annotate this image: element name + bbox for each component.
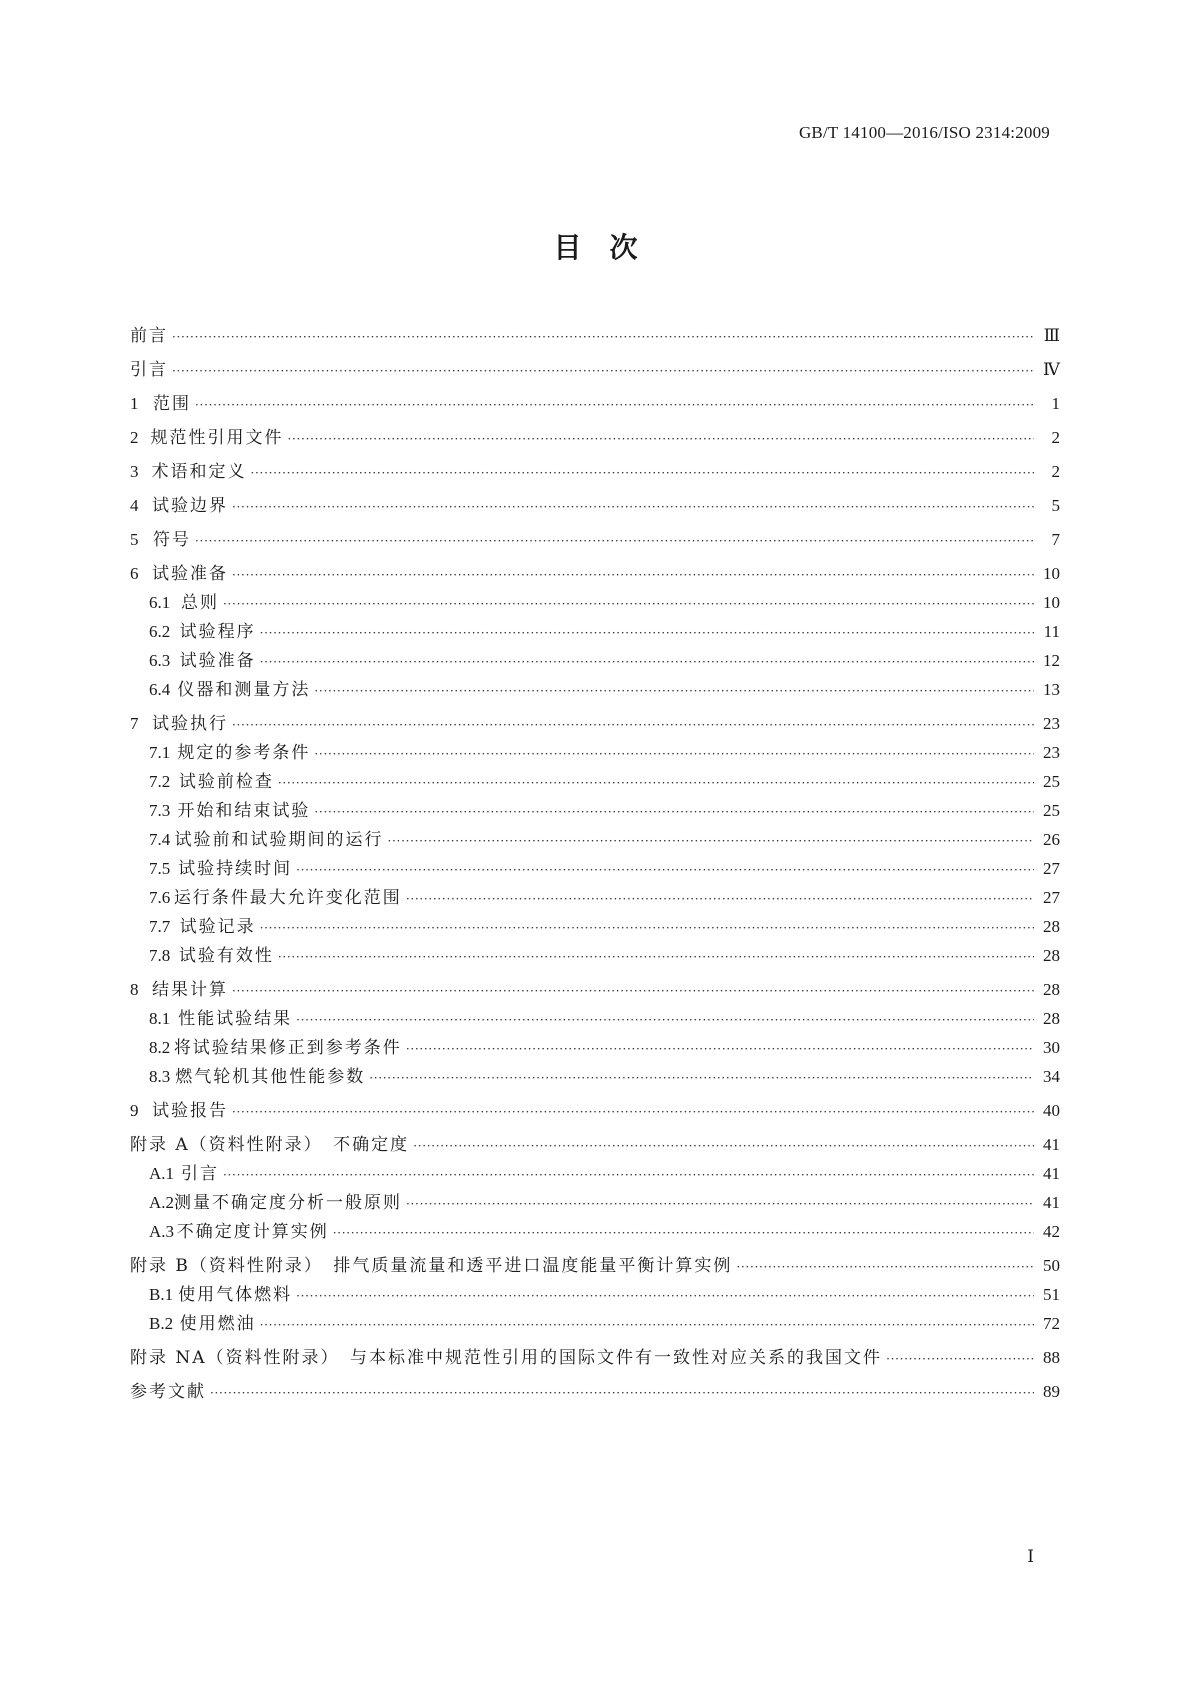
toc-entry-label: 试验记录 (179, 917, 256, 937)
toc-entry[interactable] (149, 593, 1060, 614)
toc-entry-number: A.1 (149, 1164, 175, 1183)
toc-entry[interactable] (130, 1256, 1060, 1277)
toc-leader-dots (260, 623, 1034, 643)
toc-entry[interactable] (130, 1135, 1060, 1156)
toc-entry-page: 41 (1043, 1193, 1060, 1212)
toc-entry-page: 34 (1043, 1067, 1060, 1086)
toc-leader-dots (369, 1068, 1034, 1088)
toc-entry-page: 41 (1043, 1164, 1060, 1183)
toc-entry-page: 7 (1051, 530, 1060, 549)
toc-entry-label: 规范性引用文件 (150, 428, 284, 448)
toc-entry-number: 7.4 (149, 830, 171, 849)
toc-entry-number: 8 (130, 980, 139, 999)
toc-leader-dots (314, 681, 1034, 701)
toc-entry-label: 仪器和测量方法 (177, 680, 311, 700)
toc-entry-label: 性能试验结果 (178, 1009, 293, 1029)
toc-entry-number: 7.6 (149, 888, 171, 907)
toc-entry-label: 试验有效性 (178, 946, 274, 966)
toc-entry-number: 6 (130, 564, 139, 583)
toc-entry-number: A.2 (149, 1193, 175, 1212)
toc-entry-page: 23 (1043, 714, 1060, 733)
toc-entry-number: 1 (130, 394, 139, 413)
toc-entry[interactable] (130, 1101, 1060, 1122)
toc-leader-dots (296, 1010, 1034, 1030)
toc-entry[interactable] (149, 1222, 1060, 1243)
toc-entry[interactable] (130, 496, 1060, 517)
toc-entry-page: 51 (1043, 1285, 1060, 1304)
toc-entry-label: 试验程序 (179, 622, 256, 642)
toc-entry-page: 40 (1043, 1101, 1060, 1120)
toc-leader-dots (260, 1315, 1034, 1335)
toc-entry[interactable] (149, 830, 1060, 851)
toc-entry[interactable] (149, 917, 1060, 938)
toc-entry[interactable] (130, 530, 1060, 551)
toc-entry[interactable] (149, 1038, 1060, 1059)
toc-entry-label: 试验边界 (152, 496, 229, 516)
toc-entry-label: 运行条件最大允许变化范围 (173, 888, 402, 908)
toc-entry-label: 测量不确定度分析一般原则 (174, 1193, 403, 1213)
toc-leader-dots (333, 1223, 1034, 1243)
toc-entry-label: 结果计算 (152, 980, 229, 1000)
toc-entry-label: 前言 (130, 326, 168, 346)
toc-entry-page: 11 (1043, 622, 1060, 641)
toc-entry[interactable] (130, 326, 1060, 347)
toc-entry-page: Ⅳ (1043, 360, 1060, 379)
toc-leader-dots (251, 463, 1034, 483)
toc-entry[interactable] (149, 1164, 1060, 1185)
toc-entry-page: Ⅲ (1043, 326, 1060, 345)
toc-entry-page: 1 (1051, 394, 1060, 413)
toc-entry-number: 4 (130, 496, 139, 515)
toc-entry-number: 7.5 (149, 859, 171, 878)
toc-entry-label: 使用气体燃料 (178, 1285, 293, 1305)
toc-leader-dots (223, 1165, 1034, 1185)
toc-entry[interactable] (149, 651, 1060, 672)
toc-entry-label: 引言 (181, 1164, 220, 1184)
toc-entry[interactable] (130, 1382, 1060, 1403)
toc-entry-label: 试验前检查 (178, 772, 274, 792)
toc-entry[interactable] (149, 680, 1060, 701)
toc-entry-number: 6.4 (149, 680, 171, 699)
toc-entry[interactable] (149, 1067, 1060, 1088)
toc-entry-label: 试验执行 (152, 714, 229, 734)
toc-entry-label: 不确定度计算实例 (176, 1222, 329, 1242)
toc-entry[interactable] (149, 622, 1060, 643)
toc-entry-number: 8.3 (149, 1067, 171, 1086)
toc-entry-label: 试验前和试验期间的运行 (174, 830, 384, 850)
toc-entry-page: 42 (1043, 1222, 1060, 1241)
toc-entry[interactable] (130, 564, 1060, 585)
toc-leader-dots (172, 327, 1034, 347)
toc-entry-label: 术语和定义 (151, 462, 247, 482)
toc-leader-dots (288, 429, 1034, 449)
toc-entry-page: 27 (1043, 888, 1060, 907)
toc-entry-page: 25 (1043, 801, 1060, 820)
toc-entry-page: 12 (1043, 651, 1060, 670)
toc-entry-page: 23 (1043, 743, 1060, 762)
toc-entry-number: 7 (130, 714, 139, 733)
page-title: 目 次 (553, 231, 638, 264)
toc-leader-dots (195, 531, 1034, 551)
toc-leader-dots (314, 744, 1034, 764)
toc-entry[interactable] (130, 462, 1060, 483)
toc-leader-dots (278, 947, 1034, 967)
toc-leader-dots (195, 395, 1034, 415)
toc-entry-number: 7.1 (149, 743, 171, 762)
toc-entry-page: 30 (1043, 1038, 1060, 1057)
toc-leader-dots (406, 1194, 1034, 1214)
toc-entry[interactable] (149, 946, 1060, 967)
toc-leader-dots (260, 918, 1034, 938)
toc-entry-page: 2 (1051, 428, 1060, 447)
toc-leader-dots (172, 361, 1034, 381)
toc-entry-number: 8.1 (149, 1009, 171, 1028)
toc-entry[interactable] (149, 1193, 1060, 1214)
toc-entry-page: 28 (1043, 946, 1060, 965)
toc-entry-page: 5 (1051, 496, 1060, 515)
toc-leader-dots (406, 889, 1034, 909)
toc-entry-label: 附录 B（资料性附录） 排气质量流量和透平进口温度能量平衡计算实例 (130, 1256, 733, 1276)
toc-entry-label: 参考文献 (130, 1382, 206, 1402)
toc-leader-dots (314, 802, 1034, 822)
toc-entry-page: 13 (1043, 680, 1060, 699)
toc-entry-label: 开始和结束试验 (177, 801, 311, 821)
toc-entry[interactable] (149, 888, 1060, 909)
toc-entry-number: 5 (130, 530, 139, 549)
toc-entry[interactable] (130, 714, 1060, 735)
toc-entry-label: 规定的参考条件 (177, 743, 311, 763)
toc-leader-dots (413, 1136, 1034, 1156)
standard-code-header: GB/T 14100—2016/ISO 2314:2009 (798, 123, 1050, 142)
toc-entry-label: 使用燃油 (179, 1314, 256, 1334)
toc-leader-dots (296, 1286, 1034, 1306)
toc-leader-dots (736, 1257, 1034, 1277)
toc-entry-number: 9 (130, 1101, 139, 1120)
toc-leader-dots (232, 565, 1034, 585)
toc-entry-number: 7.7 (149, 917, 171, 936)
toc-entry-label: 试验报告 (152, 1101, 229, 1121)
toc-entry-number: 3 (130, 462, 139, 481)
toc-entry-label: 范围 (153, 394, 192, 414)
toc-leader-dots (260, 652, 1034, 672)
toc-entry[interactable] (130, 394, 1060, 415)
toc-entry-label: 总则 (181, 593, 220, 613)
toc-entry-label: 引言 (130, 360, 168, 380)
toc-entry[interactable] (149, 743, 1060, 764)
toc-entry[interactable] (130, 980, 1060, 1001)
toc-entry-label: 附录 A（资料性附录） 不确定度 (130, 1135, 410, 1155)
toc-entry[interactable] (130, 1348, 1060, 1369)
toc-entry-page: 27 (1043, 859, 1060, 878)
toc-entry-label: 将试验结果修正到参考条件 (173, 1038, 402, 1058)
toc-entry-page: 25 (1043, 772, 1060, 791)
page-number: Ⅰ (1027, 1547, 1034, 1566)
toc-entry-page: 89 (1043, 1382, 1060, 1401)
toc-entry-label: 试验准备 (179, 651, 256, 671)
toc-entry-page: 41 (1043, 1135, 1060, 1154)
toc-entry-number: 6.3 (149, 651, 171, 670)
toc-entry[interactable] (149, 801, 1060, 822)
toc-entry[interactable] (149, 1009, 1060, 1030)
toc-entry-number: B.2 (149, 1314, 174, 1333)
toc-entry-number: 7.3 (149, 801, 171, 820)
toc-entry[interactable] (149, 859, 1060, 880)
toc-entry-number: 2 (130, 428, 139, 447)
toc-entry-page: 28 (1043, 1009, 1060, 1028)
toc-entry-label: 试验持续时间 (178, 859, 293, 879)
toc-entry-label: 试验准备 (152, 564, 229, 584)
toc-entry-page: 10 (1043, 564, 1060, 583)
toc-entry-number: 6.2 (149, 622, 171, 641)
toc-entry-label: 附录 NA（资料性附录） 与本标准中规范性引用的国际文件有一致性对应关系的我国文件 (130, 1348, 883, 1368)
toc-entry-number: A.3 (149, 1222, 175, 1241)
toc-entry[interactable] (149, 1314, 1060, 1335)
toc-leader-dots (388, 831, 1034, 851)
toc-entry-page: 88 (1043, 1348, 1060, 1367)
toc-entry[interactable] (130, 360, 1060, 381)
toc-entry-number: B.1 (149, 1285, 174, 1304)
toc-entry-number: 8.2 (149, 1038, 171, 1057)
toc-leader-dots (278, 773, 1034, 793)
toc-entry-page: 28 (1043, 980, 1060, 999)
toc-leader-dots (223, 594, 1034, 614)
toc-entry-label: 燃气轮机其他性能参数 (175, 1067, 366, 1087)
toc-leader-dots (232, 715, 1034, 735)
toc-entry-page: 28 (1043, 917, 1060, 936)
toc-leader-dots (232, 981, 1034, 1001)
toc-entry-page: 50 (1043, 1256, 1060, 1275)
toc-entry-page: 10 (1043, 593, 1060, 612)
toc-entry-number: 7.2 (149, 772, 171, 791)
toc-entry-page: 2 (1051, 462, 1060, 481)
toc-entry-page: 72 (1043, 1314, 1060, 1333)
toc-leader-dots (406, 1039, 1034, 1059)
toc-leader-dots (886, 1349, 1034, 1369)
toc-entry[interactable] (149, 772, 1060, 793)
toc-entry-number: 7.8 (149, 946, 171, 965)
toc-entry-page: 26 (1043, 830, 1060, 849)
toc-entry-number: 6.1 (149, 593, 171, 612)
toc-leader-dots (232, 1102, 1034, 1122)
toc-entry[interactable] (130, 428, 1060, 449)
toc-entry-label: 符号 (153, 530, 192, 550)
toc-entry[interactable] (149, 1285, 1060, 1306)
toc-leader-dots (296, 860, 1034, 880)
toc-leader-dots (210, 1383, 1034, 1403)
toc-leader-dots (232, 497, 1034, 517)
